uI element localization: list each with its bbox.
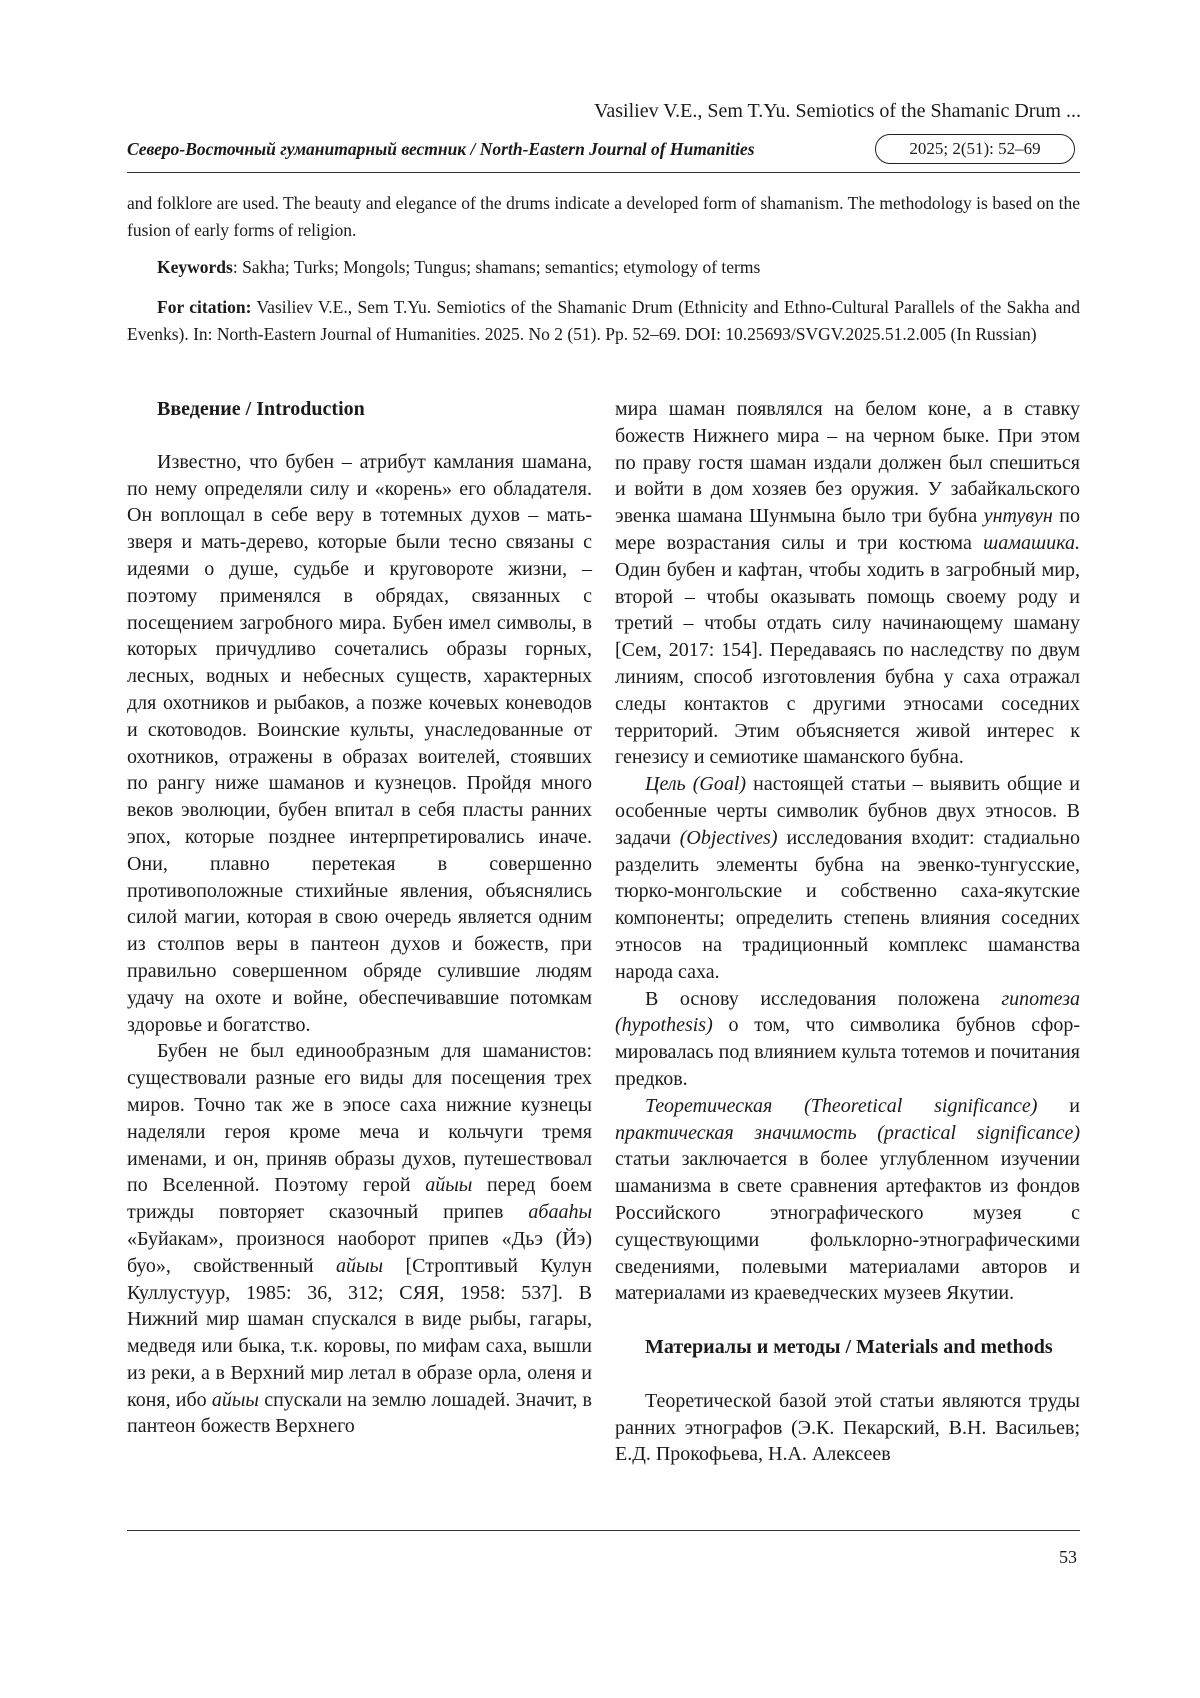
section-heading-materials-methods: Материалы и методы / Materials and methods — [645, 1336, 1053, 1359]
paragraph: Цель (Goal) настоящей статьи – выявить общие и особенные черты символик бубнов двух этносов. В задачи (Objectives) исследования входит: стадиально разделить элементы бубна на эвенко-тунгусские, тюрко-монгольские и собственно саха-якутские компоненты; определить степень влияния соседних этносов на традиционный комплекс шаманства народа саха. — [615, 773, 1080, 983]
header-divider — [127, 172, 1080, 173]
abstract-tail: and folklore are used. The beauty and elegance of the drums indicate a developed form of shamanism. The methodology is based on the fusion of early forms of religion. — [127, 193, 1080, 240]
keywords-text: : Sakha; Turks; Mongols; Tungus; shamans; semantics; etymology of terms — [232, 257, 761, 277]
paragraph: В основу исследования положена гипотеза (hypothesis) о том, что символика бубнов сформировалась под влиянием культа тотемов и почитания предков. — [615, 987, 1080, 1090]
paragraph: Теоретическая (Theoretical significance) и практическая значимость (practical significance) статьи заключается в более углубленном изучении шаманизма в свете сравнения артефактов из фондов Российского этнографического музея с существующими фольклорно-этнографическими сведениями, полевыми материалами авторов и материалами из краеведческих музеев Якутии. — [615, 1094, 1080, 1305]
running-title: Vasiliev V.E., Sem T.Yu. Semiotics of the Shamanic Drum ... — [594, 100, 1081, 122]
footer-divider — [127, 1530, 1080, 1531]
section-heading-introduction: Введение / Introduction — [157, 398, 365, 420]
left-column — [127, 396, 592, 1440]
issue-badge: 2025; 2(51): 52–69 — [875, 134, 1075, 164]
keywords — [157, 254, 1077, 281]
citation-text: Vasiliev V.E., Sem T.Yu. Semiotics of the Shamanic Drum (Ethnicity and Ethno-Cultural Parallels of the Sakha and Evenks). In: North-Eastern Journal of Humanities. 2025. No 2 (51). Pp. 52–69. DOI: 10.25693/SVGV.2025.51.2.005 (In Russian) — [127, 297, 1080, 344]
citation-label: For citation: — [157, 297, 252, 317]
journal-title: Северо-Восточный гуманитарный вестник / North-Eastern Journal of Humanities — [127, 139, 755, 159]
paragraph: Теоретической базой этой статьи являются труды ранних этнографов (Э.К. Пекарский, В.Н. Васильев; Е.Д. Прокофьева, Н.А. Алексеев — [615, 1389, 1080, 1466]
citation — [127, 294, 1080, 348]
paragraph: Известно, что бубен – атрибут камлания шамана, по нему определяли силу и «корень» его обладателя. Он воплощал в себе веру в тотемных духов – мать-зверя и мать-дерево, которые были тесно связаны с идеями о душе, судьбе и круговороте жизни, – поэтому применялся в обрядах, связанных с посещением загробного мира. Бубен имел символы, в которых причудливо сочетались образы горных, лесных, водных и небесных существ, характерных для охотников и рыбаков, а позже кочевых коневодов и скотоводов. Воинские культы, унаследованные от охотников, отражены в образах воителей, стоявших по рангу ниже шаманов и кузнецов. Пройдя много веков эволюции, бубен впитал в себя пласты ранних эпох, которые позднее интерпретировались иначе. Они, плавно перетекая в совершенно противоположные стихийные явления, объяснялись силой магии, которая в свою очередь является одним из столпов веры в пантеон духов и божеств, при правильно совершенном обряде сулившие людям удачу на охоте и войне, обеспечивавшие потомкам здоровье и богатство. — [127, 450, 592, 1036]
paragraph: мира шаман появлялся на белом коне, а в ставку божеств Нижнего мира – на черном быке. При этом по праву гостя шаман издали должен был спешиться и войти в дом хозяев без оружия. У забайкальского эвенка шамана Шунмына было три бубна унтувун по мере возрастания силы и три костюма шамашика. Один бубен и кафтан, чтобы ходить в загробный мир, второй – чтобы оказывать помощь своему роду и третий – чтобы отдать силу начинающему шаману [Сем, 2017: 154]. Передаваясь по наследству по двум линиям, способ изготовления бубна у саха отражал следы контактов с другими этносами соседних территорий. Этим объясняется живой интерес к генезису и семиотике шаманского бубна. — [615, 398, 1081, 769]
right-column — [615, 396, 1080, 1468]
keywords-label: Keywords — [157, 257, 233, 277]
page-number: 53 — [1059, 1547, 1077, 1567]
paragraph: Бубен не был единообразным для шаманистов: существовали разные его виды для посещения трех миров. Точно так же в эпосе саха нижние кузнецы наделяли героя кроме меча и кольчуги тремя именами, и он, приняв образы духов, путешествовал по Вселенной. Поэтому герой айыы перед боем трижды повторяет сказочный припев абааhы «Буйакам», произнося наоборот припев «Дьэ (Йэ) буо», свойственный айыы [Строптивый Кулун Куллустуур, 1985: 36, 312; СЯЯ, 1958: 537]. В Нижний мир шаман спускался в виде рыбы, гагары, медведя или быка, т.к. коровы, по мифам саха, вышли из реки, а в Верхний мир летал в образе орла, оленя и коня, ибо айыы спускали на землю лошадей. Значит, в пантеон божеств Верхнего — [127, 1040, 593, 1438]
